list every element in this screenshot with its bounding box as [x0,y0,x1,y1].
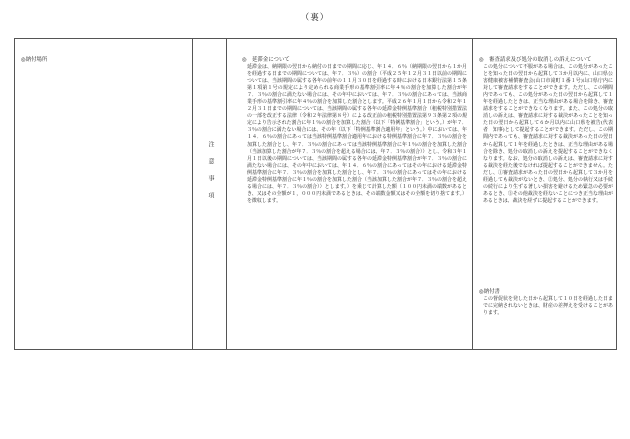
appeal-body: この処分について不服がある場合は、この処分があったことを知った日の翌日から起算して３か月以内に、山口県公害健康被害補償審査会(山口市滝町１番１号)山口県庁内に対して審査請求をすることができます。ただし、この期間内であっても、この処分があった日の翌日から起算して１年を経過したときは、正当な理由がある場合を除き、審査請求をすることができなくなります。また、この処分の取消しの訴えは、審査請求に対する裁決があったことを知った日の翌日から起算して６か月以内に山口県を被告(代表者 知事)として提起することができます。ただし、この期間内であっても、審査請求に対する裁決があった日の翌日から起算して１年を経過したときは、正当な理由がある場合を除き、処分の取消しの訴えを提起することができなくなります。なお、処分の取消しの訴えは、審査請求に対する裁決を経た後でなければ提起することができません。ただし、①審査請求があった日の翌日から起算して３か月を経過しても裁決がないとき、②処分、処分の執行又は手続の続行により生ずる著しい損害を避けるため緊急の必要があるとき、③その他裁決を経ないことにつき正当な理由があるときは、裁決を経ずに提起することができます。 [483,64,613,204]
notes-heading-cell [193,39,227,349]
page-title: （裏） [300,13,330,23]
appeal-heading: ◎ 審査請求及び処分の取消しの訴えについて [479,57,592,63]
late-charge-heading: ◎ 延滞金について [242,57,290,63]
late-charge-body: 延滞金は、納期限の翌日から納付の日までの期間に応じ、年１４．６％（納期限の翌日から１か月を経過する日までの期間については、年７．３％）の割合（平成２５年１２月３１日以前の期間については、当該期間の属する各年の前年の１１月３０日を経過する時における日本銀行法第１５条第１項第１号の規定により定められる商業手形の基準割引率に年４％の割合を加算した割合が年７．３％の割合に満たない場合には、その年中においては、年７．３％の割合にあっては、当該商業手形の基準割引率に年４％の割合を加算した割合とします。平成２６年１月１日から令和２年１２月３１日までの期間については、当該期間の属する各年の延滞金特例基準割合（租税特別措置法の一部を改正する法律（令和２年法律第８号）による改正前の租税特別措置法第９３条第２項の規定により告示された割合に年１％の割合を加算した割合（以下「特例基準割合」という。）が年７．３％の割合に満たない場合には、その年（以下「特例基準割合適用年」という。）中においては、年１４．６％の割合にあっては当該特例基準割合適用年における特例基準割合に年７．３％の割合を加算した割合とし、年７．３％の割合にあっては当該特例基準割合に年１％の割合を加算した割合（当該加算した割合が年７．３％の割合を超える場合には、年７．３％の割合））とし、令和３年１月１日以後の期間については、当該期間の属する各年の延滞金特例基準割合が年７．３％の割合に満たない場合には、その年中においては、年１４．６％の割合にあってはその年における延滞金特例基準割合に年７．３％の割合を加算した割合とし、年７．３％の割合にあってはその年における延滞金特例基準割合に年１％の割合を加算した割合（当該加算した割合が年７．３％の割合を超える場合には、年７．３％の割合））とします。）を乗じて計算した額（１００円未満の端数があるとき、又はその全額が１，０００円未満であるときは、その端数金額又はその全額を切り捨てます。）を徴収します。 [247,64,467,204]
notice-table [14,38,617,350]
payment-place-cell [15,39,193,349]
appeal-cell [473,39,618,349]
payment-slip-heading: ◎納付書 [479,289,500,295]
payment-place-label: ◎納付場所 [21,57,48,63]
payment-slip-body: この督促状を発した日から起算して１０日を経過した日までに完納されないときは、財産の差押えを受けることがあります。 [483,296,613,317]
notes-vertical-heading: 注意事項 [207,141,214,209]
late-charge-cell [227,39,473,349]
